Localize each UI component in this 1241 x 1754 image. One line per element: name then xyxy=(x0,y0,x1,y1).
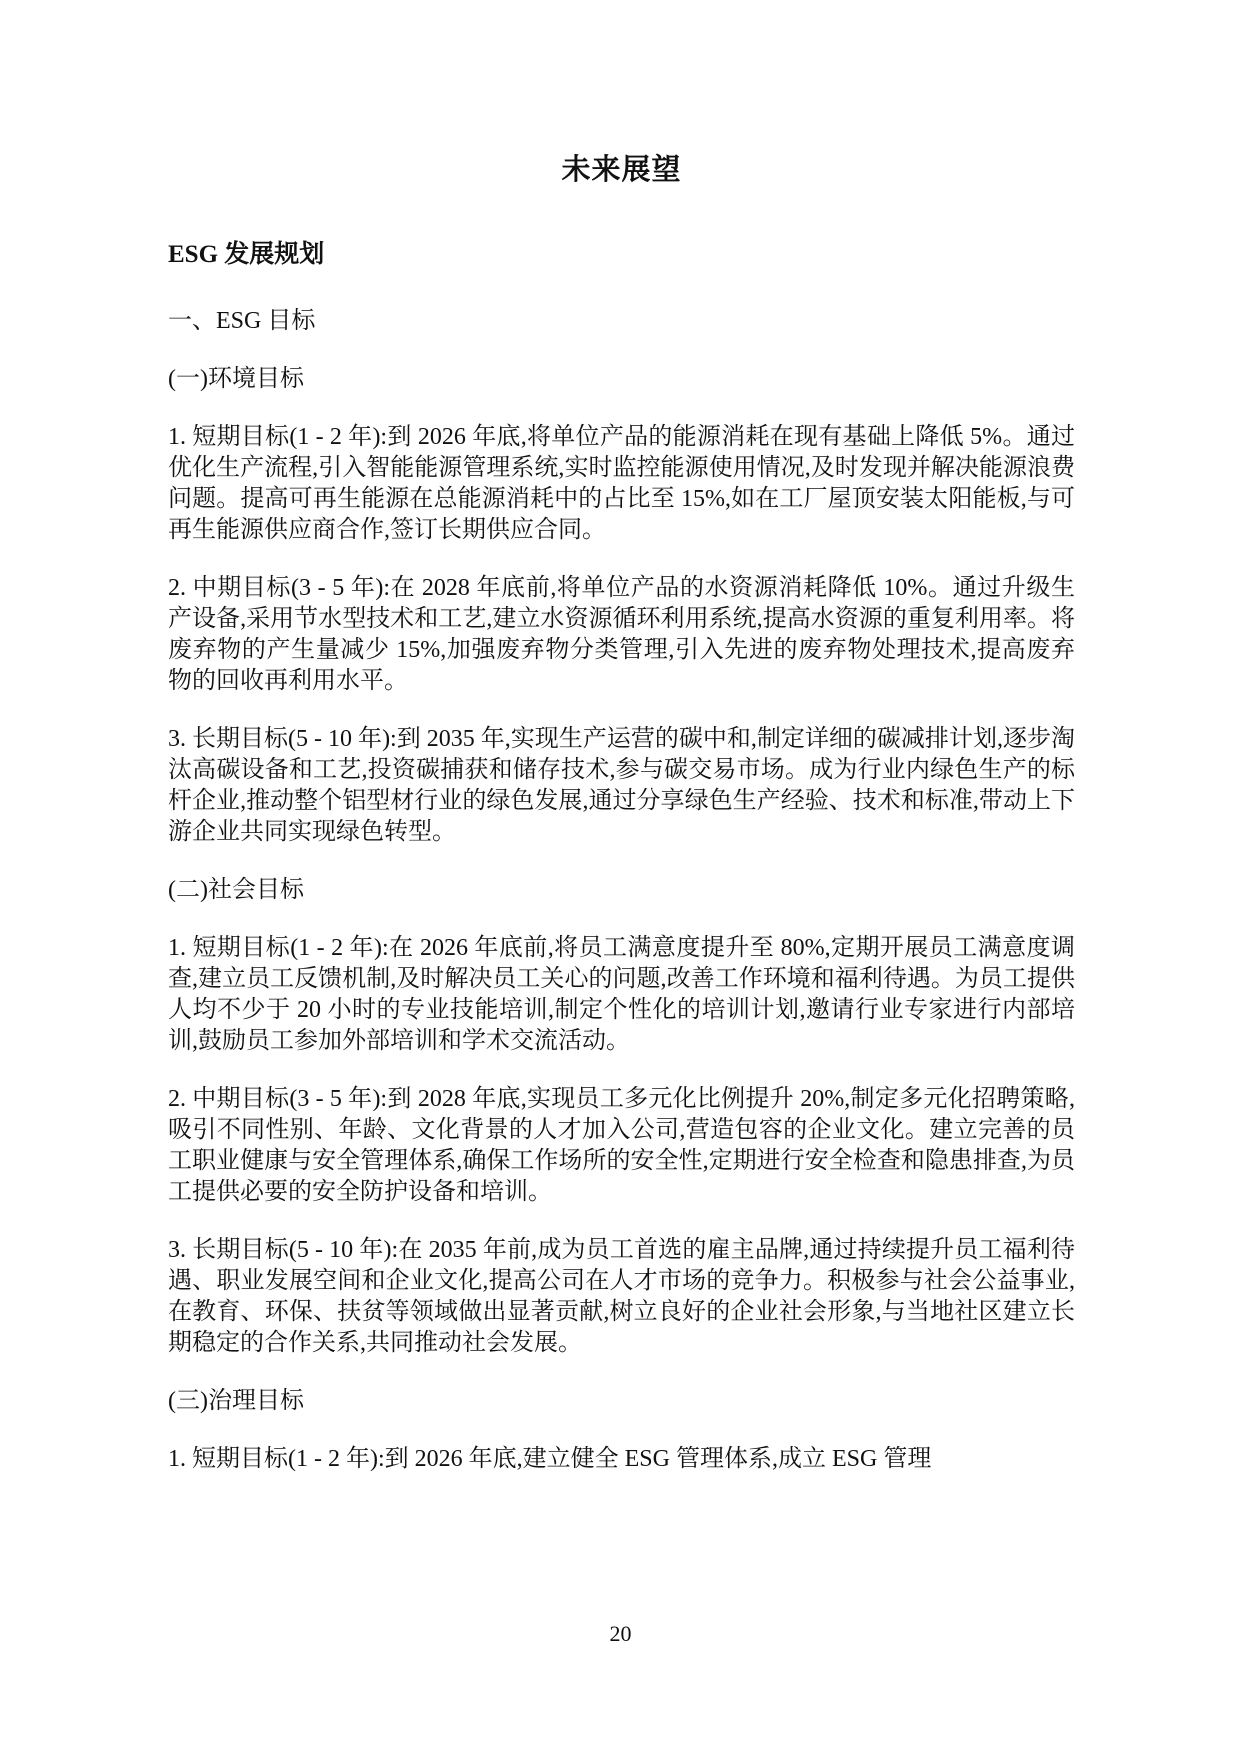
heading-social-goals: (二)社会目标 xyxy=(168,877,304,903)
paragraph-social-short-term: 1. 短期目标(1 - 2 年):在 2026 年底前,将员工满意度提升至 80%,定期开展员工满意度调查,建立员工反馈机制,及时解决员工关心的问题,改善工作环境和福利待遇。为员工提供人均不少于 20 小时的专业技能培训,制定个性化的培训计划,邀请行业专家进行内部培训,鼓励员工参加外部培训和学术交流活动。 xyxy=(168,935,1075,1054)
paragraph-environment-short-term: 1. 短期目标(1 - 2 年):到 2026 年底,将单位产品的能源消耗在现有基础上降低 5%。通过优化生产流程,引入智能能源管理系统,实时监控能源使用情况,及时发现并解决能源浪费问题。提高可再生能源在总能源消耗中的占比至 15%,如在工厂屋顶安装太阳能板,与可再生能源供应商合作,签订长期供应合同。 xyxy=(168,424,1075,543)
heading-esg-development-plan: ESG 发展规划 xyxy=(168,241,325,268)
paragraph-social-long-term: 3. 长期目标(5 - 10 年):在 2035 年前,成为员工首选的雇主品牌,通过持续提升员工福利待遇、职业发展空间和企业文化,提高公司在人才市场的竞争力。积极参与社会公益事业,在教育、环保、扶贫等领域做出显著贡献,树立良好的企业社会形象,与当地社区建立长期稳定的合作关系,共同推动社会发展。 xyxy=(168,1237,1075,1356)
heading-environment-goals: (一)环境目标 xyxy=(168,366,304,392)
paragraph-environment-long-term: 3. 长期目标(5 - 10 年):到 2035 年,实现生产运营的碳中和,制定详细的碳减排计划,逐步淘汰高碳设备和工艺,投资碳捕获和储存技术,参与碳交易市场。成为行业内绿色生产的标杆企业,推动整个铝型材行业的绿色发展,通过分享绿色生产经验、技术和标准,带动上下游企业共同实现绿色转型。 xyxy=(168,726,1075,845)
heading-governance-goals: (三)治理目标 xyxy=(168,1388,304,1414)
paragraph-social-mid-term: 2. 中期目标(3 - 5 年):到 2028 年底,实现员工多元化比例提升 20%,制定多元化招聘策略,吸引不同性别、年龄、文化背景的人才加入公司,营造包容的企业文化。建立完善的员工职业健康与安全管理体系,确保工作场所的安全性,定期进行安全检查和隐患排查,为员工提供必要的安全防护设备和培训。 xyxy=(168,1086,1075,1205)
heading-esg-goals: 一、ESG 目标 xyxy=(168,308,316,334)
page-number: 20 xyxy=(609,1621,632,1646)
paragraph-environment-mid-term: 2. 中期目标(3 - 5 年):在 2028 年底前,将单位产品的水资源消耗降低 10%。通过升级生产设备,采用节水型技术和工艺,建立水资源循环利用系统,提高水资源的重复利用率。将废弃物的产生量减少 15%,加强废弃物分类管理,引入先进的废弃物处理技术,提高废弃物的回收再利用水平。 xyxy=(168,575,1075,694)
paragraph-governance-short-term: 1. 短期目标(1 - 2 年):到 2026 年底,建立健全 ESG 管理体系,成立 ESG 管理 xyxy=(168,1446,932,1472)
page-title: 未来展望 xyxy=(561,154,682,186)
